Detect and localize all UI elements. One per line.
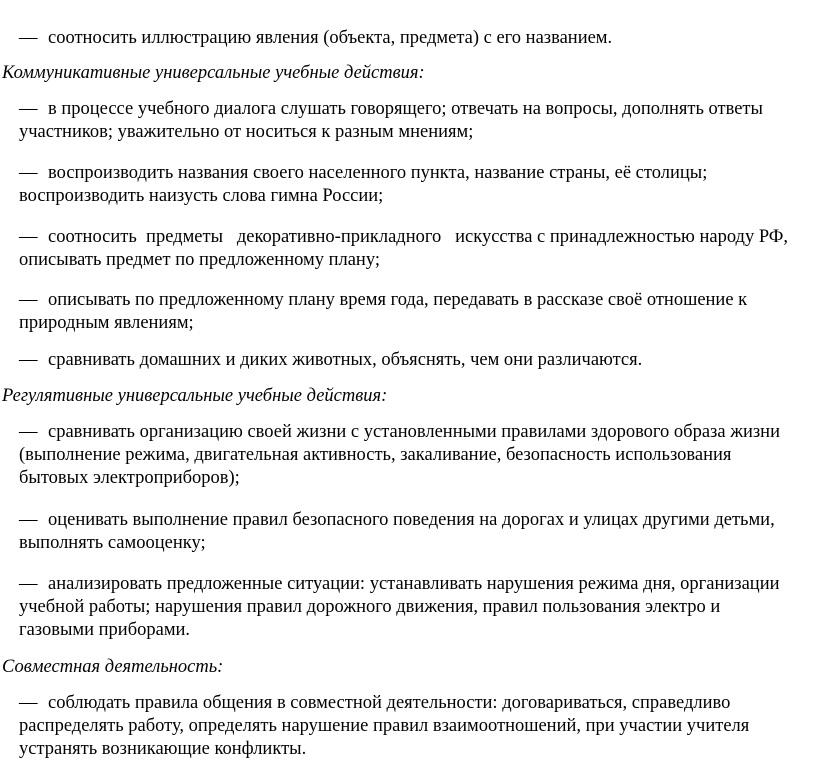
list-dash: — [19,28,38,48]
list-dash: — [19,227,38,247]
section-heading-regulatory: Регулятивные универсальные учебные действия: [2,386,388,406]
list-dash: — [19,350,38,370]
list-dash: — [19,510,38,530]
list-item-text: соблюдать правила общения в совместной деятельности: договариваться, справедливо [48,693,731,713]
list-dash: — [19,163,38,183]
list-item-text-cont: учебной работы; нарушения правил дорожного движения, правил пользования электро и [19,597,721,617]
list-item-text: соотносить иллюстрацию явления (объекта, предмета) с его названием. [48,28,613,48]
list-item-text-cont: природным явлениям; [19,313,194,333]
list-item-text-cont: устранять возникающие конфликты. [19,739,307,759]
list-item-text: оценивать выполнение правил безопасного поведения на дорогах и улицах другими детьми, [48,510,775,530]
list-item-text: описывать по предложенному плану время года, передавать в рассказе своё отношение к [48,290,748,310]
list-item-text-cont: газовыми приборами. [19,620,191,640]
list-item-text: соотносить предметы декоративно-прикладного искусства с принадлежностью народу РФ, [48,227,789,247]
list-item-text-cont: бытовых электроприборов); [19,468,240,488]
list-item-text-cont: (выполнение режима, двигательная активность, закаливание, безопасность использования [19,445,732,465]
list-item-text: в процессе учебного диалога слушать говорящего; отвечать на вопросы, дополнять ответы [48,99,763,119]
list-item-text: сравнивать организацию своей жизни с установленными правилами здорового образа жизни [48,422,780,442]
section-heading-joint-activity: Совместная деятельность: [2,657,224,677]
list-item-text-cont: выполнять самооценку; [19,533,206,553]
list-dash: — [19,290,38,310]
list-dash: — [19,574,38,594]
list-item-text: анализировать предложенные ситуации: устанавливать нарушения режима дня, организации [48,574,780,594]
list-item-text-cont: участников; уважительно от носиться к разным мнениям; [19,122,474,142]
list-item-text-cont: распределять работу, определять нарушение правил взаимоотношений, при участии учителя [19,716,750,736]
list-dash: — [19,99,38,119]
list-item-text: воспроизводить названия своего населенного пункта, название страны, её столицы; [48,163,708,183]
list-item-text: сравнивать домашних и диких животных, объяснять, чем они различаются. [48,350,643,370]
list-dash: — [19,422,38,442]
section-heading-communicative: Коммуникативные универсальные учебные действия: [2,63,425,83]
list-item-text-cont: воспроизводить наизусть слова гимна России; [19,186,384,206]
list-dash: — [19,693,38,713]
list-item-text-cont: описывать предмет по предложенному плану; [19,250,380,270]
